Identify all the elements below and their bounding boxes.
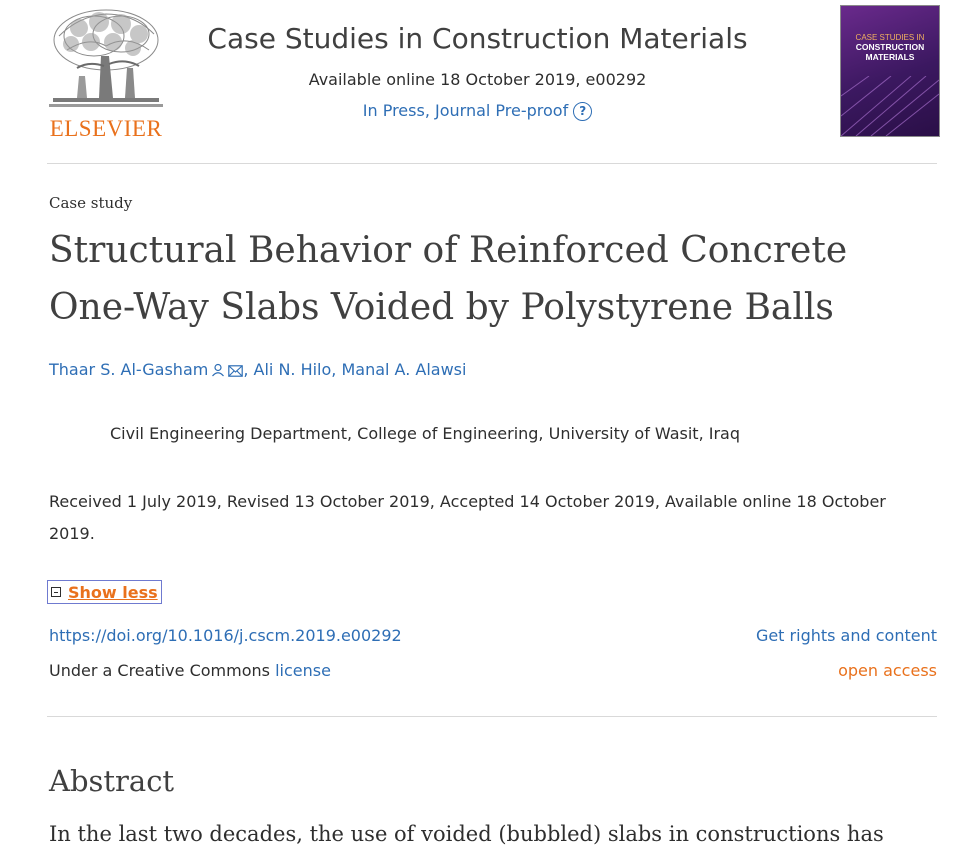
author-name[interactable]: Ali N. Hilo	[253, 360, 332, 379]
license-prefix: Under a Creative Commons	[49, 661, 270, 680]
get-rights-link[interactable]: Get rights and content	[755, 626, 937, 645]
abstract-heading: Abstract	[49, 764, 175, 798]
author-name[interactable]: Thaar S. Al-Gasham	[49, 360, 209, 379]
abstract-divider	[47, 716, 937, 717]
question-circle-icon[interactable]: ?	[573, 102, 592, 121]
cover-pattern-icon	[841, 76, 939, 136]
envelope-icon[interactable]	[228, 362, 243, 381]
elsevier-tree-icon	[49, 6, 163, 110]
license-line	[49, 661, 331, 680]
doi-link[interactable]: https://doi.org/10.1016/j.cscm.2019.e00292	[49, 626, 402, 645]
elsevier-wordmark: ELSEVIER	[49, 116, 163, 141]
journal-status-label: In Press, Journal Pre-proof	[362, 101, 569, 120]
journal-title[interactable]: Case Studies in Construction Materials	[207, 22, 748, 55]
article-header	[0, 0, 975, 150]
abstract-text: In the last two decades, the use of voided (bubbled) slabs in constructions has	[49, 822, 884, 846]
license-link[interactable]: license	[275, 661, 331, 680]
author-list	[49, 360, 466, 381]
article-title: Structural Behavior of Reinforced Concrete One-Way Slabs Voided by Polystyrene Balls	[49, 230, 848, 328]
person-icon[interactable]	[211, 362, 225, 381]
author-separator: ,	[243, 360, 254, 379]
journal-cover[interactable]	[840, 5, 940, 137]
author-affiliation: Civil Engineering Department, College of Engineering, University of Wasit, Iraq	[110, 424, 740, 443]
author-separator: ,	[331, 360, 342, 379]
publication-history: Received 1 July 2019, Revised 13 October 2019, Accepted 14 October 2019, Available online 18 October 2019.	[49, 492, 886, 543]
collapse-icon	[51, 587, 61, 597]
open-access-badge[interactable]: open access	[838, 661, 937, 680]
show-less-label: Show less	[68, 582, 158, 602]
elsevier-logo[interactable]	[47, 6, 165, 140]
show-less-toggle[interactable]	[47, 580, 162, 604]
author-name[interactable]: Manal A. Alawsi	[341, 360, 467, 379]
cover-title-line2: CONSTRUCTION MATERIALS	[855, 42, 925, 62]
article-type: Case study	[49, 194, 133, 212]
header-divider	[47, 163, 937, 164]
cover-title-line1: CASE STUDIES IN	[855, 33, 925, 42]
journal-availability: Available online 18 October 2019, e00292	[308, 70, 647, 89]
journal-status[interactable]	[200, 101, 755, 121]
